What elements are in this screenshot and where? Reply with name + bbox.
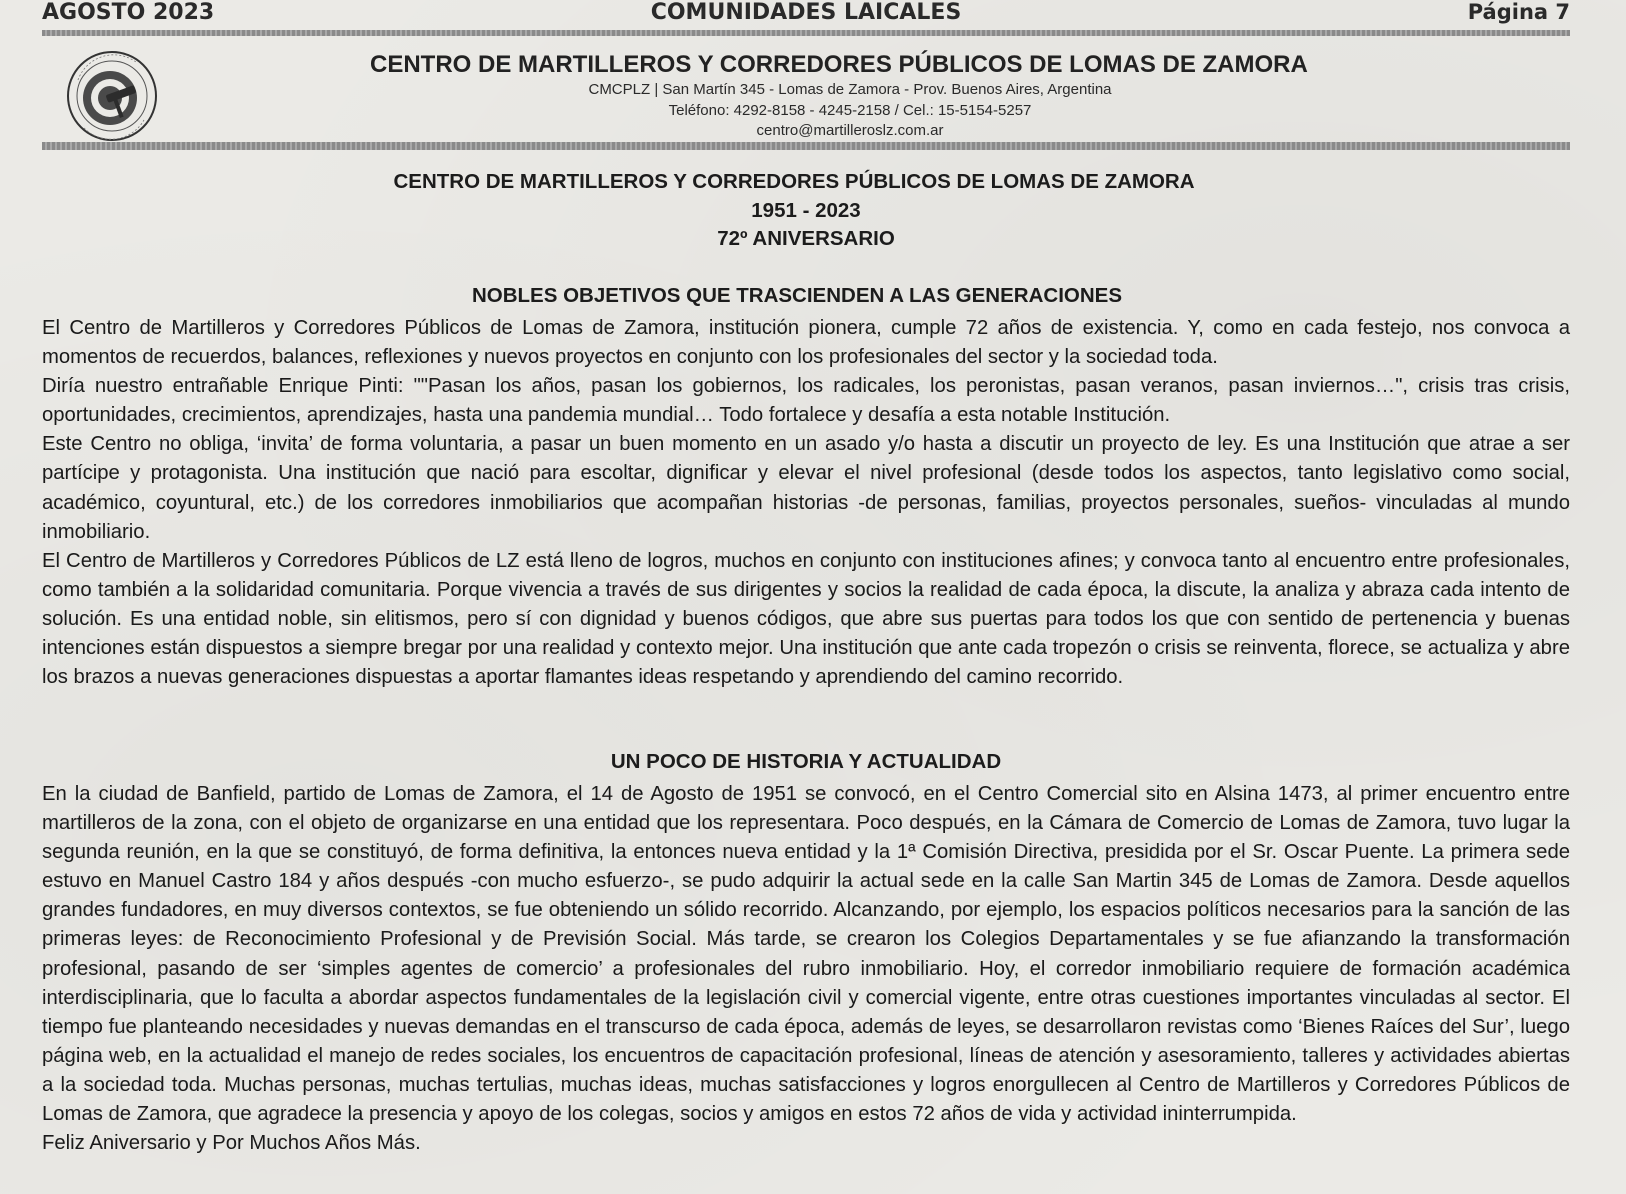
masthead-address: CMCPLZ | San Martín 345 - Lomas de Zamora - Prov. Buenos Aires, Argentina — [588, 81, 1112, 98]
section-name: COMUNIDADES LAICALES — [650, 0, 962, 25]
paragraph: Este Centro no obliga, ‘invita’ de forma voluntaria, a pasar un buen momento en un asado y/o hasta a discutir un proyecto de ley. Es una Institución que atrae a ser partícipe y protagonista. Una institución que nació para escoltar, dignificar y elevar el nivel profesional (desde todos los aspectos, tanto legislativo como social, académico, coyuntural, etc.) de los corredores inmobiliarios que acompañan historias -de personas, familias, proyectos personales, sueños- vinculadas al mundo inmobiliario. — [42, 433, 1570, 543]
masthead-phones: Teléfono: 4292-8158 - 4245-2158 / Cel.: 15-5154-5257 — [668, 102, 1032, 119]
paragraph: En la ciudad de Banfield, partido de Lomas de Zamora, el 14 de Agosto de 1951 se convocó, en el Centro Comercial sito en Alsina 1473, al primer encuentro entre martilleros de la zona, con el objeto de organizarse en una entidad que los representara. Poco después, en la Cámara de Comercio de Lomas de Zamora, tuvo lugar la segunda reunión, en la que se constituyó, de forma definitiva, la entonces nueva entidad y la 1ª Comisión Directiva, presidida por el Sr. Oscar Puente. La primera sede estuvo en Manuel Castro 184 y años después -con mucho esfuerzo-, se pudo adquirir la actual sede en la calle San Martin 345 de Lomas de Zamora. Desde aquellos grandes fundadores, en muy diversos contextos, se fue obteniendo un sólido recorrido. Alcanzando, por ejemplo, los espacios políticos necesarios para la sanción de las primeras leyes: de Reconocimiento Profesional y de Previsión Social. Más tarde, se crearon los Colegios Departamentales y se fue afianzando la transformación profesional, pasando de ser ‘simples agentes de comercio’ a profesionales del rubro inmobiliario. Hoy, el corredor inmobiliario requiere de formación académica interdisciplinaria, que lo faculta a abordar aspectos fundamentales de la legislación civil y comercial vigente, entre otras cuestiones importantes vinculadas al sector. El tiempo fue planteando necesidades y nuevas demandas en el transcurso de cada época, además de leyes, se desarrollaron revistas como ‘Bienes Raíces del Sur’, luego página web, en la actualidad el manejo de redes sociales, los encuentros de capacitación profesional, líneas de atención y asesoramiento, talleres y actividades abiertas a la sociedad toda. Muchas personas, muchas tertulias, muchas ideas, muchas satisfacciones y logros enorgullecen al Centro de Martilleros y Corredores Públicos de Lomas de Zamora, que agradece la presencia y apoyo de los colegas, socios y amigos en estos 72 años de vida y actividad ininterrumpida. — [42, 783, 1570, 1126]
section-body-nobles-objetivos — [42, 314, 1570, 692]
masthead-rule — [42, 142, 1570, 150]
article-heading: CENTRO DE MARTILLEROS Y CORREDORES PÚBLICOS DE LOMAS DE ZAMORA — [393, 170, 1195, 193]
closing-line: Feliz Aniversario y Por Muchos Años Más. — [42, 1132, 421, 1155]
article-anniversary: 72º ANIVERSARIO — [717, 227, 895, 250]
section-title-historia: UN POCO DE HISTORIA Y ACTUALIDAD — [610, 750, 1002, 773]
page-number: Página 7 — [1467, 0, 1570, 24]
header-rule — [42, 30, 1570, 36]
running-header — [42, 0, 1570, 30]
article-years: 1951 - 2023 — [751, 199, 861, 222]
section-body-historia — [42, 780, 1570, 1158]
section-title-nobles-objetivos: NOBLES OBJETIVOS QUE TRASCIENDEN A LAS GENERACIONES — [471, 284, 1122, 307]
paragraph: El Centro de Martilleros y Corredores Públicos de LZ está lleno de logros, muchos en conjunto con instituciones afines; y convoca tanto al encuentro entre profesionales, como también a la solidaridad comunitaria. Porque vivencia a través de sus dirigentes y socios la realidad de cada época, la discute, la analiza y abraza cada intento de solución. Es una entidad noble, sin elitismos, pero sí con dignidad y buenos códigos, que abre sus puertas para todos los que con sentido de pertenencia y buenas intenciones están dispuestos a siempre bregar por una realidad y contexto mejor. Una institución que ante cada tropezón o crisis se reinventa, florece, se actualiza y abre los brazos a nuevas generaciones dispuestas a aportar flamantes ideas respetando y aprendiendo del camino recorrido. — [42, 549, 1570, 689]
issue-date: AGOSTO 2023 — [42, 0, 215, 25]
masthead-email: centro@martilleroslz.com.ar — [756, 122, 944, 139]
masthead-title: CENTRO DE MARTILLEROS Y CORREDORES PÚBLICOS DE LOMAS DE ZAMORA — [370, 51, 1308, 78]
paragraph: Diría nuestro entrañable Enrique Pinti: ""Pasan los años, pasan los gobiernos, los radicales, los peronistas, pasan veranos, pasan inviernos…", crisis tras crisis, oportunidades, crecimientos, aprendizajes, hasta una pandemia mundial… Todo fortalece y desafía a esta notable Institución. — [42, 375, 1570, 427]
paragraph: El Centro de Martilleros y Corredores Públicos de Lomas de Zamora, institución pionera, cumple 72 años de existencia. Y, como en cada festejo, nos convoca a momentos de recuerdos, balances, reflexiones y nuevos proyectos en conjunto con los profesionales del sector y la sociedad toda. — [42, 317, 1570, 369]
